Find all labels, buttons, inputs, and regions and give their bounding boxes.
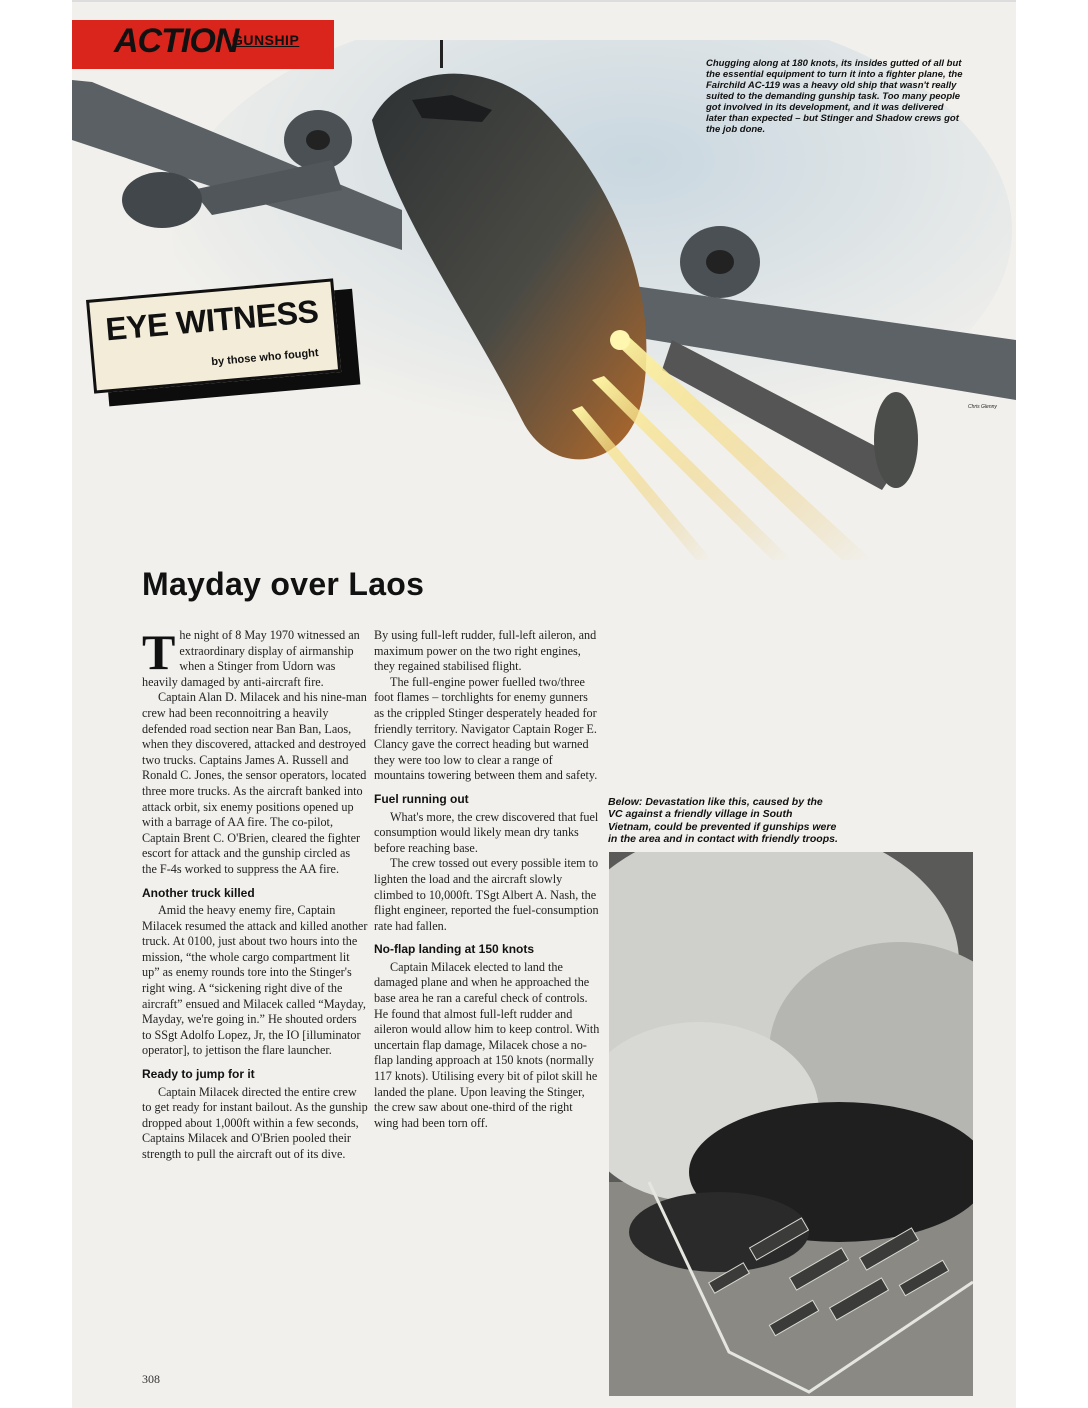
article-paragraph: The crew tossed out every possible item to lighten the load and the aircraft slowly climbed to 10,000ft. TSgt Albert A. Nash, the flight engineer, reported the fuel-consumption rate had fallen. xyxy=(374,856,599,933)
right-tail xyxy=(874,392,918,488)
subhead-no-flap-landing: No-flap landing at 150 knots xyxy=(374,942,535,957)
drop-cap: T xyxy=(142,624,176,680)
article-paragraph: Captain Milacek directed the entire crew to get ready for instant bailout. As the gunship dropped about 1,000ft within a few seconds, Captains Milacek and O'Brien pooled their strength to pull the aircraft out of its dive. xyxy=(142,1084,368,1161)
article-paragraph: What's more, the crew discovered that fuel consumption would likely mean dry tanks before reaching base. xyxy=(374,809,599,855)
antenna xyxy=(440,40,443,68)
article-paragraph: The full-engine power fuelled two/three foot flames – torchlights for enemy gunners as the crippled Stinger desperately headed for friendly territory. Navigator Captain Roger E. Clancy gave the correct heading but warned they were too low to clear a range of mountains towering between them and safety. xyxy=(374,674,598,783)
muzzle-flash xyxy=(610,330,630,350)
article-paragraph: Captain Milacek elected to land the damaged plane and when he approached the base area he ran a careful check of controls. He found that almost full-left rudder and aileron would allow him to keep control. With uncertain flap damage, Milacek chose a no-flap landing approach at 150 knots (normally 117 knots). Utilising every bit of pilot skill he landed the plane. Upon leaving the Stinger, the crew saw about one-third of the right wing had been torn off. xyxy=(374,959,600,1130)
left-tail xyxy=(122,172,202,228)
section-header xyxy=(72,20,334,66)
photo-caption: Below: Devastation like this, caused by the VC against a friendly village in South Vietnam, could be prevented if gunships were in the area and in contact with friendly troops. xyxy=(608,796,838,846)
subhead-truck-killed: Another truck killed xyxy=(142,885,255,900)
article-paragraph: Amid the heavy enemy fire, Captain Milacek resumed the attack and killed another truck. At 0100, just about two hours into the mission, “the whole cargo compartment lit up” as enemy rounds tore into the Stinger's right wing. A “sickening right dive of the aircraft” ensued and Milacek called “Mayday, Mayday, we're going in.” He shouted orders to SSgt Adolfo Lopez, Jr, the IO [illuminator operator], to jettison the flare launcher. xyxy=(142,903,368,1058)
photo-drawing xyxy=(609,852,973,1396)
top-edge xyxy=(72,0,1016,2)
article-column-2 xyxy=(374,628,600,1131)
section-title: ACTION xyxy=(114,22,239,60)
magazine-page xyxy=(72,0,1016,1408)
badge-subtitle: by those who fought xyxy=(210,346,320,369)
article-column-1 xyxy=(142,624,368,1163)
article-paragraph: Captain Alan D. Milacek and his nine-man crew had been reconnoitring a heavily defended road section near Ban Ban, Laos, when they discovered, attacked and destroyed two trucks. Captains James A. Russell and Ronald C. Jones, the sensor operators, located three more trucks. As the aircraft banked into attack orbit, six enemy positions opened up with a barrage of AA fire. The co-pilot, Captain Brent C. O'Brien, cleared the fighter escort for attack and the gunship circled as the F-4s worked to suppress the AA fire. xyxy=(142,690,367,876)
badge-title: EYE WITNESS xyxy=(104,292,320,348)
article-paragraph: By using full-left rudder, full-left aileron, and maximum power on the two right engines, they regained stabilised flight. xyxy=(374,628,597,674)
article-paragraph: The night of 8 May 1970 witnessed an extraordinary display of airmanship when a Stinger from Udorn was heavily damaged by anti-aircraft fire. xyxy=(142,624,360,689)
header-rule xyxy=(72,66,334,69)
page-number: 308 xyxy=(142,1372,160,1386)
subhead-fuel-running-out: Fuel running out xyxy=(374,791,469,806)
artist-signature: Chris Glenny xyxy=(968,404,997,410)
section-subtitle: GUNSHIP xyxy=(232,32,300,48)
eye-witness-badge xyxy=(86,277,354,407)
illustration-caption: Chugging along at 180 knots, its insides gutted of all but the essential equipment to turn it into a fighter plane, the Fairchild AC-119 was a heavy old ship that wasn't really suited to the demanding gunship task. Too many people got involved in its development, and it was delivered later than expected – but Stinger and Shadow crews got the job done. xyxy=(706,58,963,135)
article-headline: Mayday over Laos xyxy=(142,566,425,602)
village-aerial-photo xyxy=(609,852,973,1396)
subhead-ready-to-jump: Ready to jump for it xyxy=(142,1067,255,1082)
